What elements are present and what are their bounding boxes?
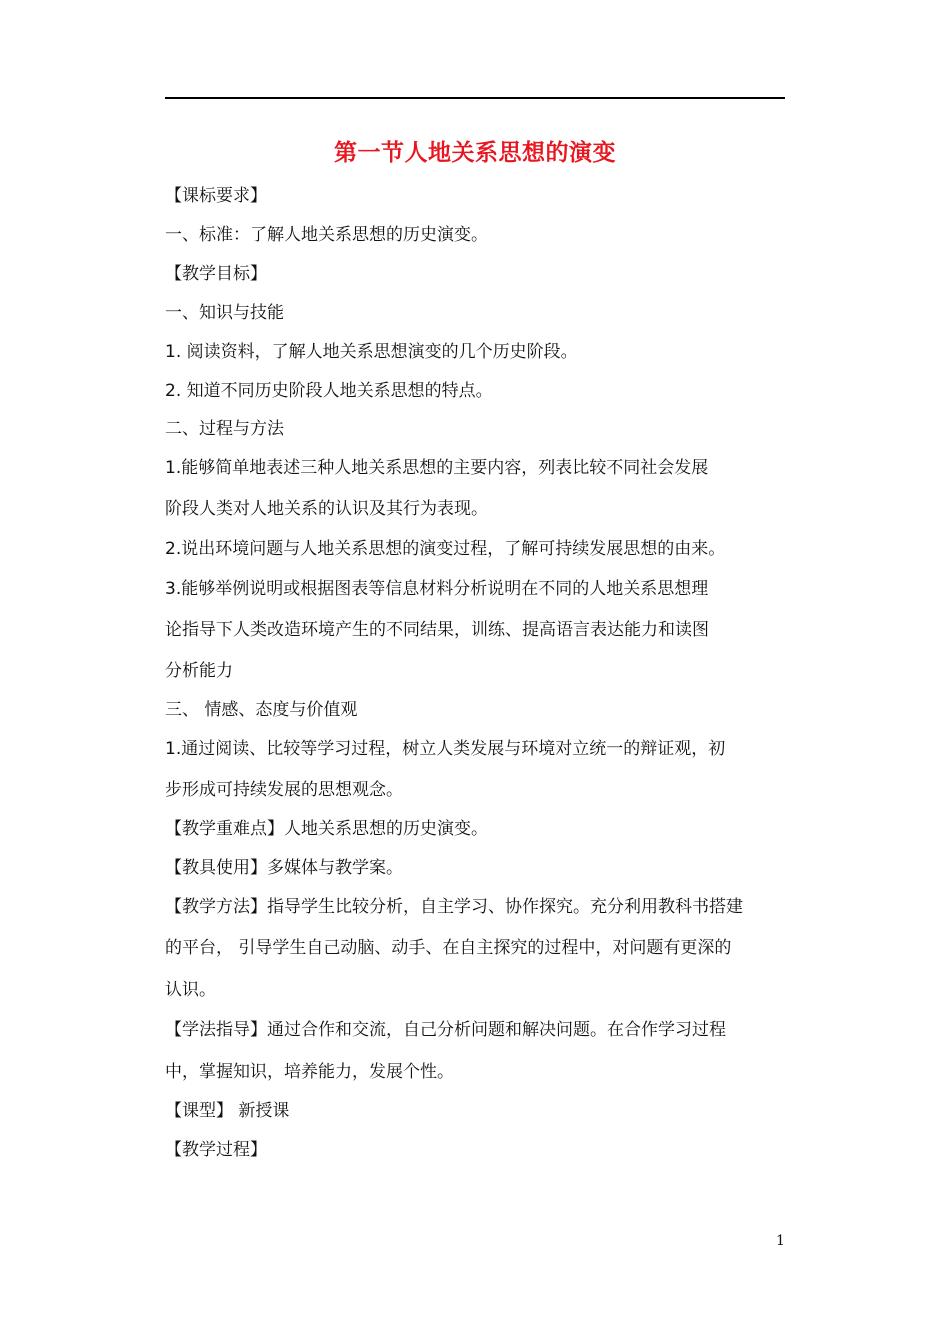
paragraph-learning-guidance: 【学法指导】通过合作和交流，自己分析问题和解决问题。在合作学习过程 [165,1020,726,1040]
paragraph-line: 1.通过阅读、比较等学习过程，树立人类发展与环境对立统一的辩证观，初 [165,739,726,759]
subheading-process-methods: 二、过程与方法 [165,419,284,439]
section-heading-teaching-process: 【教学过程】 [165,1140,267,1160]
paragraph-line: 认识。 [165,980,216,1000]
paragraph-line: 3.能够举例说明或根据图表等信息材料分析说明在不同的人地关系思想理 [165,579,709,599]
list-item-2: 2. 知道不同历史阶段人地关系思想的特点。 [165,381,493,401]
paragraph-line: 论指导下人类改造环境产生的不同结果，训练、提高语言表达能力和读图 [165,620,709,640]
list-item-1: 1. 阅读资料，了解人地关系思想演变的几个历史阶段。 [165,342,578,362]
section-heading-teaching-objectives: 【教学目标】 [165,264,267,284]
page-number: 1 [776,1233,785,1249]
paragraph-standard: 一、标准：了解人地关系思想的历史演变。 [165,225,488,245]
header-rule [165,97,785,99]
paragraph-line: 分析能力 [165,661,233,681]
paragraph-line: 阶段人类对人地关系的认识及其行为表现。 [165,499,488,519]
paragraph-line: 2.说出环境问题与人地关系思想的演变过程，了解可持续发展思想的由来。 [165,539,726,559]
paragraph-line: 步形成可持续发展的思想观念。 [165,780,403,800]
paragraph-line: 1.能够简单地表述三种人地关系思想的主要内容，列表比较不同社会发展 [165,458,709,478]
paragraph-teaching-methods: 【教学方法】指导学生比较分析，自主学习、协作探究。充分利用教科书搭建 [165,897,743,917]
paragraph-line: 中，掌握知识，培养能力，发展个性。 [165,1062,454,1082]
paragraph-lesson-type: 【课型】 新授课 [165,1101,290,1121]
paragraph-teaching-aids: 【教具使用】多媒体与教学案。 [165,858,403,878]
paragraph-line: 的平台， 引导学生自己动脑、动手、在自主探究的过程中，对问题有更深的 [165,938,732,958]
paragraph-key-difficult-points: 【教学重难点】人地关系思想的历史演变。 [165,819,488,839]
subheading-emotions-attitudes-values: 三、 情感、态度与价值观 [165,700,358,720]
section-heading-curriculum-requirements: 【课标要求】 [165,186,267,206]
subheading-knowledge-skills: 一、知识与技能 [165,303,284,323]
document-title: 第一节人地关系思想的演变 [334,140,616,166]
